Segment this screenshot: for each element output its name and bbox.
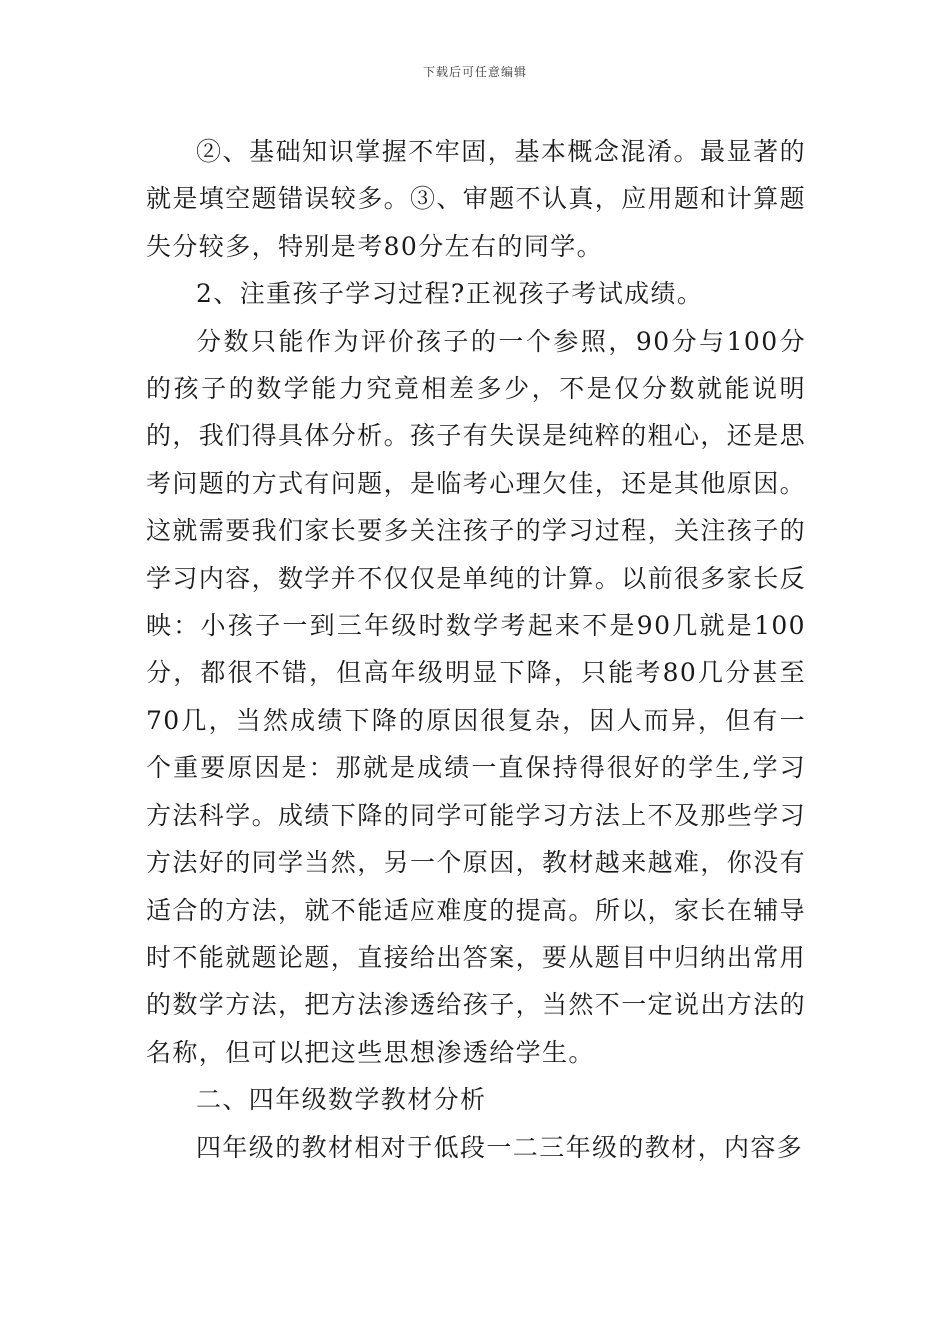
paragraph-score-analysis: 分数只能作为评价孩子的一个参照，90分与100分的孩子的数学能力究竟相差多少，不是仅分数就能说明的，我们得具体分析。孩子有失误是纯粹的粗心，还是思考问题的方式有问题，是临考心理欠佳，还是其他原因。这就需要我们家长要多关注孩子的学习过程，关注孩子的学习内容，数学并不仅仅是单纯的计算。以前很多家长反映：小孩子一到三年级时数学考起来不是90几就是100分，都很不错，但高年级明显下降，只能考80几分甚至70几，当然成绩下降的原因很复杂，因人而异，但有一个重要原因是：那就是成绩一直保持得很好的学生,学习方法科学。成绩下降的同学可能学习方法上不及那些学习方法好的同学当然，另一个原因，教材越来越难，你没有适合的方法，就不能适应难度的提高。所以，家长在辅导时不能就题论题，直接给出答案，要从题目中归纳出常用的数学方法，把方法渗透给孩子，当然不一定说出方法的名称，但可以把这些思想渗透给学生。 [146, 326, 807, 1067]
document-body [146, 128, 806, 1171]
page-header: 下载后可任意编辑 [422, 65, 527, 79]
paragraph-basic-knowledge: ②、基础知识掌握不牢固，基本概念混淆。最显著的就是填空题错误较多。③、审题不认真，应用题和计算题失分较多，特别是考80分左右的同学。 [146, 137, 807, 261]
paragraph-textbook-intro: 四年级的教材相对于低段一二三年级的教材，内容多 [196, 1132, 804, 1162]
paragraph-heading-learning-process: 2、注重孩子学习过程?正视孩子考试成绩。 [196, 279, 704, 309]
section-heading-textbook-analysis: 二、四年级数学教材分析 [196, 1085, 487, 1115]
